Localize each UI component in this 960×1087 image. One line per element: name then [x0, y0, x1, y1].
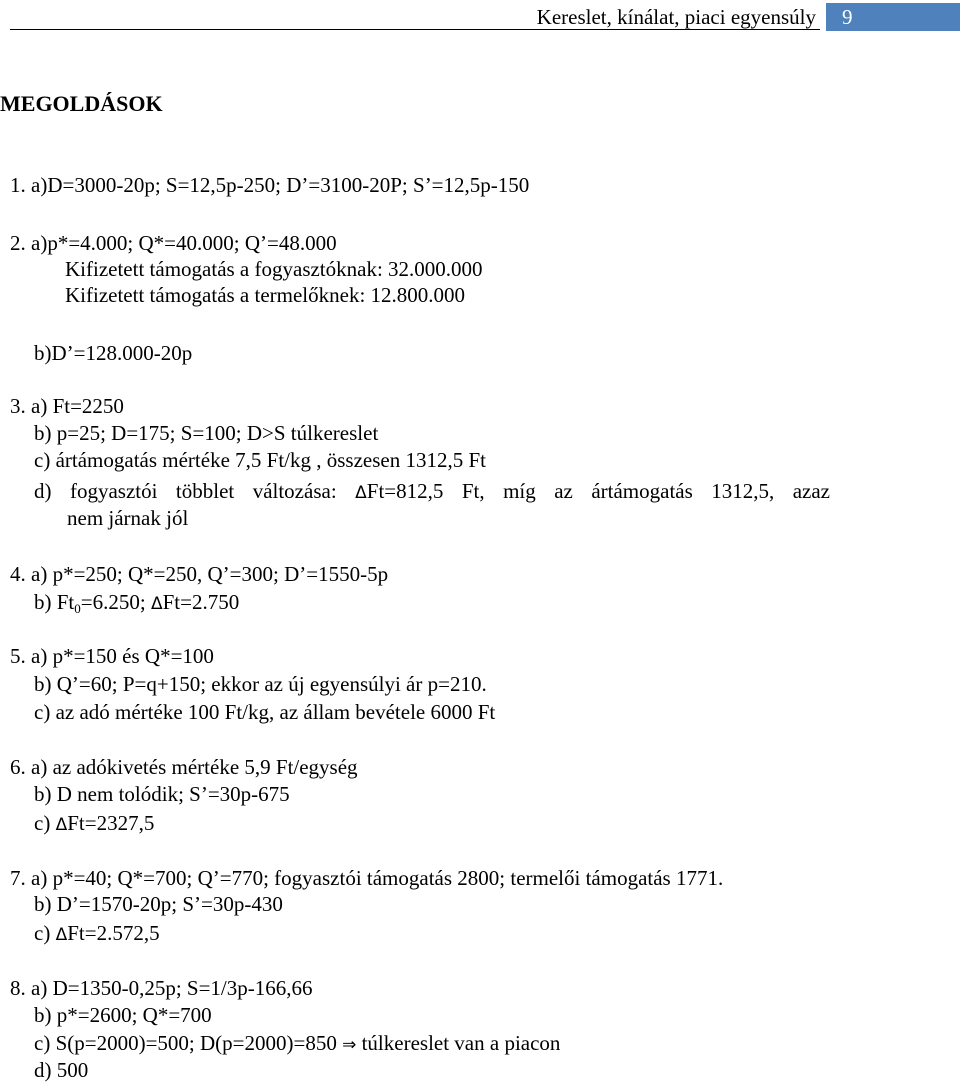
answer-2-line-4: b)D’=128.000-20p — [34, 341, 193, 365]
answer-7-line-1: 7. a) p*=40; Q*=700; Q’=770; fogyasztói támogatás 2800; termelői támogatás 1771. — [10, 866, 724, 890]
answer-3-line-2: b) p=25; D=175; S=100; D>S túlkereslet — [34, 421, 379, 445]
answer-8-line-2: b) p*=2600; Q*=700 — [34, 1003, 212, 1027]
answer-8-line-4: d) 500 — [34, 1058, 89, 1082]
implies-arrow-icon: ⇒ — [342, 1035, 357, 1055]
delta-symbol: Δ — [150, 594, 163, 614]
answer-5-line-2: b) Q’=60; P=q+150; ekkor az új egyensúlyi ár p=210. — [34, 672, 487, 696]
answer-4-line-2 — [34, 589, 239, 622]
answer-6-line-3 — [34, 810, 154, 838]
delta-symbol: Δ — [55, 815, 68, 835]
answer-4-line-1: 4. a) p*=250; Q*=250, Q’=300; D’=1550-5p — [10, 562, 389, 586]
delta-symbol: Δ — [355, 483, 367, 503]
answer-3-line-1: 3. a) Ft=2250 — [10, 394, 124, 418]
delta-symbol: Δ — [55, 925, 68, 945]
answer-7-line-3-end: Ft=2.572,5 — [67, 921, 160, 945]
answer-3-line-4 — [34, 478, 830, 506]
answer-3-line-4-start: d) fogyasztói többlet változása: — [34, 479, 337, 503]
header-title: Kereslet, kínálat, piaci egyensúly — [536, 5, 816, 29]
answer-6-line-3-end: Ft=2327,5 — [67, 811, 155, 835]
header-rule — [10, 29, 820, 30]
answer-7-line-3-start: c) — [34, 921, 51, 945]
page-number: 9 — [842, 5, 853, 29]
answer-3-line-5: nem járnak jól — [67, 506, 189, 530]
answer-7-line-3 — [34, 920, 160, 948]
answer-1-line-1: 1. a)D=3000-20p; S=12,5p-250; D’=3100-20P; S’=12,5p-150 — [10, 173, 530, 197]
answer-7-line-2: b) D’=1570-20p; S’=30p-430 — [34, 892, 283, 916]
section-title: MEGOLDÁSOK — [0, 91, 163, 116]
answer-6-line-1: 6. a) az adókivetés mértéke 5,9 Ft/egység — [10, 755, 358, 779]
answer-2-line-3: Kifizetett támogatás a termelőknek: 12.800.000 — [65, 283, 466, 307]
answer-6-line-3-start: c) — [34, 811, 51, 835]
answer-3-line-4-end: Ft=812,5 Ft, míg az ártámogatás 1312,5, azaz — [366, 479, 830, 503]
answer-2-line-2: Kifizetett támogatás a fogyasztóknak: 32.000.000 — [65, 257, 483, 281]
answer-6-line-2: b) D nem tolódik; S’=30p-675 — [34, 782, 290, 806]
subscript-zero: 0 — [74, 601, 81, 616]
answer-4-line-2-start: b) Ft — [34, 590, 75, 614]
answer-8-line-1: 8. a) D=1350-0,25p; S=1/3p-166,66 — [10, 976, 313, 1000]
answer-8-line-3 — [34, 1030, 560, 1058]
answer-8-line-3-start: c) S(p=2000)=500; D(p=2000)=850 — [34, 1031, 337, 1055]
answer-4-line-2-end: Ft=2.750 — [162, 590, 240, 614]
answer-5-line-1: 5. a) p*=150 és Q*=100 — [10, 644, 214, 668]
answer-8-line-3-end: túlkereslet van a piacon — [361, 1031, 561, 1055]
answer-5-line-3: c) az adó mértéke 100 Ft/kg, az állam bevétele 6000 Ft — [34, 700, 496, 724]
page-number-box — [826, 3, 960, 31]
answer-3-line-3: c) ártámogatás mértéke 7,5 Ft/kg , összesen 1312,5 Ft — [34, 448, 486, 472]
answer-4-line-2-mid: =6.250; — [80, 590, 146, 614]
answer-2-line-1: 2. a)p*=4.000; Q*=40.000; Q’=48.000 — [10, 231, 337, 255]
